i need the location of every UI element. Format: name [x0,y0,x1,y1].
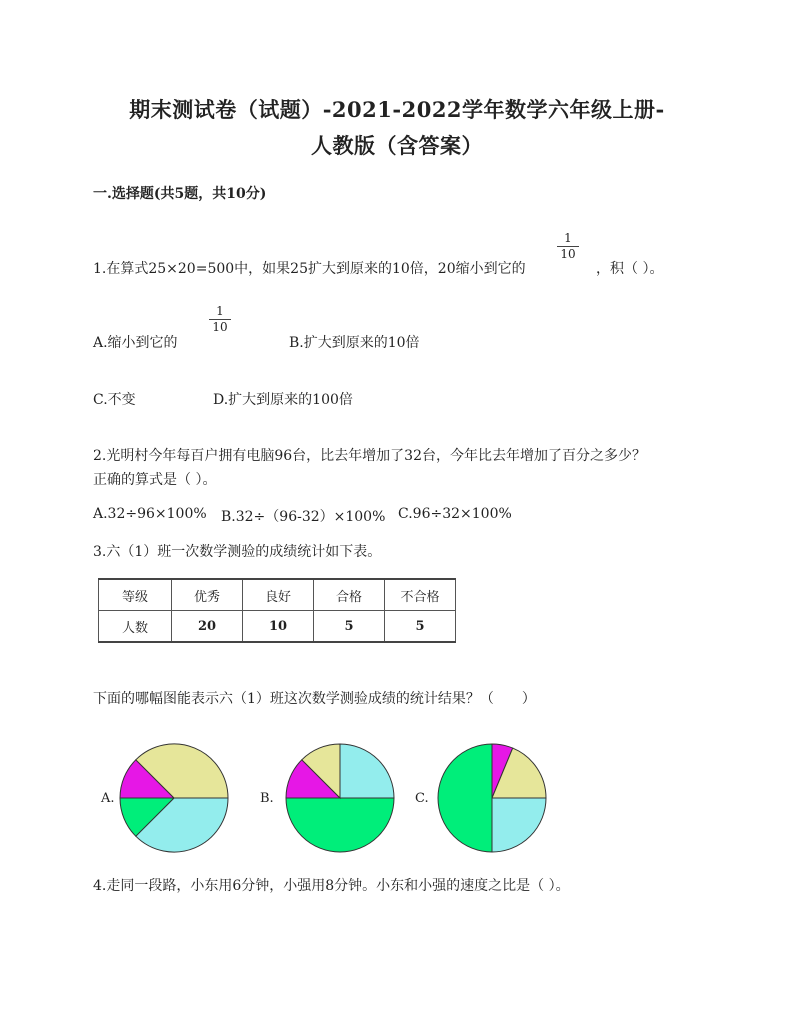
pie-chart-b [284,742,396,854]
q2-option-b: B.32÷（96-32）×100% [221,509,386,525]
pie-c-slice-green [438,744,492,852]
q2-option-c: C.96÷32×100% [398,506,512,522]
q1-option-a: A.缩小到它的 [93,335,178,351]
q3-question: 下面的哪幅图能表示六（1）班这次数学测验成绩的统计结果？（ ） [93,691,536,707]
q1-fraction-denominator: 10 [560,247,576,261]
pie-a-label: A. [101,791,115,806]
q1-option-a-fraction [207,305,233,334]
page-title-line1: 期末测试卷（试题）-2021-2022学年数学六年级上册- [129,97,665,122]
q1-fraction [555,232,581,261]
pie-c-slice-cyan [492,798,546,852]
table-cell: 5 [385,611,456,643]
table-cell: 20 [172,611,243,643]
q2-option-a: A.32÷96×100% [93,506,207,522]
q1-option-a-fraction-numerator: 1 [216,304,224,318]
pie-b-slice-cyan [340,744,394,798]
q1-option-b: B.扩大到原来的10倍 [289,335,420,351]
table-header-cell: 合格 [314,579,385,611]
table-header-cell: 良好 [243,579,314,611]
section-heading: 一.选择题(共5题，共10分) [93,186,267,202]
pie-c-label: C. [415,791,429,806]
pie-chart-c [436,742,548,854]
q1-option-c: C.不变 [93,392,136,408]
pie-b-label: B. [260,791,274,806]
q4-text: 4.走同一段路，小东用6分钟，小强用8分钟。小东和小强的速度之比是（ ）。 [93,878,570,894]
pie-b-slice-green [286,798,394,852]
score-table [98,578,456,643]
q1-option-d: D.扩大到原来的100倍 [213,392,353,408]
table-header-cell: 优秀 [172,579,243,611]
q1-text [93,258,526,278]
q2-text-line1: 2.光明村今年每百户拥有电脑96台，比去年增加了32台，今年比去年增加了百分之多少？ [93,448,646,464]
q3-intro: 3.六（1）班一次数学测验的成绩统计如下表。 [93,544,382,560]
table-header-cell: 不合格 [385,579,456,611]
table-header-row [99,579,456,611]
q1-text-after: ，积（ ）。 [596,261,664,277]
table-cell: 5 [314,611,385,643]
table-row [99,611,456,643]
q1-fraction-numerator: 1 [564,231,572,245]
table-header-cell: 等级 [99,579,172,611]
table-cell: 10 [243,611,314,643]
page-title-line2: 人教版（含答案） [311,133,483,158]
table-row-label: 人数 [99,611,172,643]
q1-text-before: 1.在算式25×20=500中，如果25扩大到原来的10倍，20缩小到它的 [93,261,526,277]
pie-chart-a [118,742,230,854]
q1-option-a-fraction-denominator: 10 [212,320,228,334]
q2-text-line2: 正确的算式是（ ）。 [93,472,217,488]
